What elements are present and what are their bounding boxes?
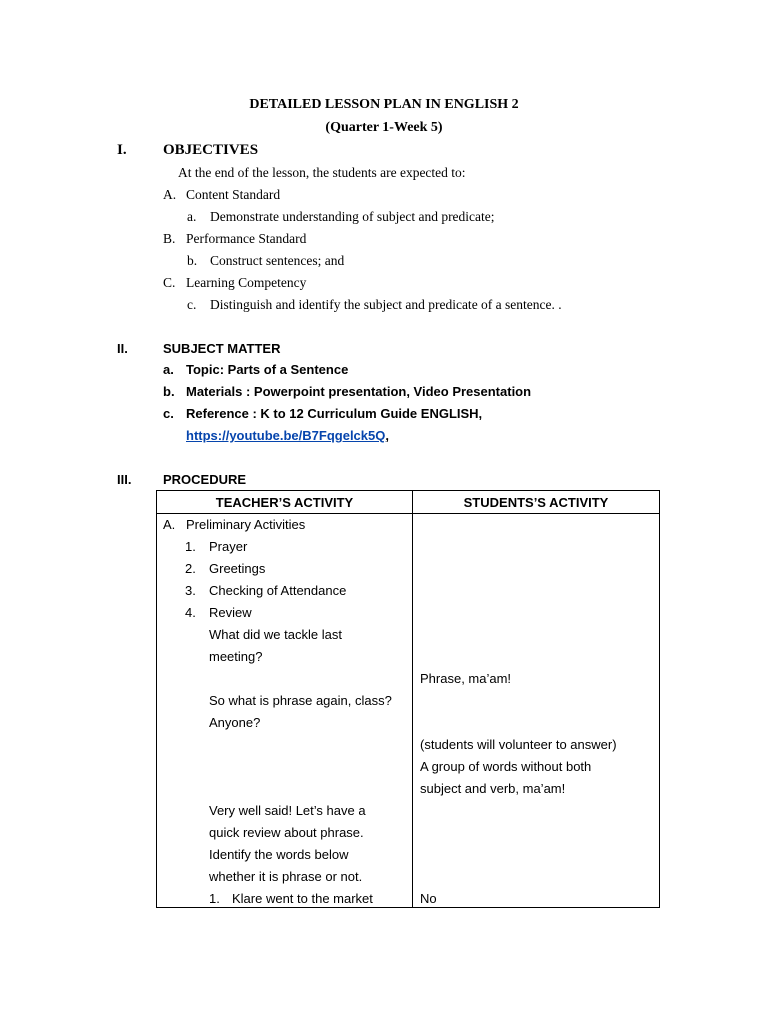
student-answer-item-1: No (420, 891, 437, 906)
step-number-4: 4. (185, 605, 196, 620)
section-number-objectives: I. (117, 142, 127, 158)
section-heading-objectives: OBJECTIVES (163, 142, 259, 158)
objective-label-content-standard: Content Standard (186, 187, 281, 202)
objectives-intro: At the end of the lesson, the students are expected to: (178, 165, 466, 180)
section-heading-procedure: PROCEDURE (163, 472, 247, 487)
teacher-question-1-line-2: meeting? (209, 649, 263, 664)
document-title: DETAILED LESSON PLAN IN ENGLISH 2 (249, 97, 519, 112)
objective-sub-letter-b: b. (187, 253, 198, 268)
objective-sub-letter-a: a. (187, 209, 197, 224)
student-answer-definition-line-2: subject and verb, ma’am! (420, 781, 566, 796)
step-number-3: 3. (185, 583, 196, 598)
teacher-response-line-4: whether it is phrase or not. (209, 869, 363, 884)
student-answer-phrase: Phrase, ma’am! (420, 671, 512, 686)
document-subtitle: (Quarter 1-Week 5) (325, 120, 443, 135)
subject-item-letter-a: a. (163, 362, 174, 377)
student-answer-definition-line-1: A group of words without both (420, 759, 592, 774)
procedure-table-row (157, 514, 660, 908)
step-number-2: 2. (185, 561, 196, 576)
teacher-response-line-3: Identify the words below (209, 847, 349, 862)
subject-item-letter-c: c. (163, 406, 174, 421)
subject-item-materials-label: Materials : (186, 384, 251, 399)
teacher-activity-cell (157, 514, 413, 908)
objective-sub-text-b: Construct sentences; and (210, 253, 345, 268)
reference-link-line (186, 428, 389, 443)
teacher-response-line-1: Very well said! Let’s have a (209, 803, 366, 818)
objective-label-learning-competency: Learning Competency (186, 275, 307, 290)
step-label-prayer: Prayer (209, 539, 248, 554)
section-number-procedure: III. (117, 472, 132, 487)
objective-letter-a: A. (163, 187, 177, 202)
column-header-teacher: TEACHER’S ACTIVITY (157, 491, 413, 514)
exercise-item-1: Klare went to the market (232, 891, 373, 906)
subject-item-topic (186, 362, 348, 377)
objective-letter-c: C. (163, 275, 176, 290)
procedure-table-header-row (157, 491, 660, 514)
exercise-item-number-1: 1. (209, 891, 220, 906)
subject-item-letter-b: b. (163, 384, 175, 399)
teacher-section-label: Preliminary Activities (186, 517, 306, 532)
subject-item-reference (186, 406, 482, 421)
teacher-response-line-2: quick review about phrase. (209, 825, 364, 840)
section-heading-subject-matter: SUBJECT MATTER (163, 341, 281, 356)
subject-item-topic-text: Parts of a Sentence (224, 362, 349, 377)
step-label-greetings: Greetings (209, 561, 266, 576)
objective-sub-letter-c: c. (187, 297, 197, 312)
subject-item-materials (186, 384, 531, 399)
subject-item-topic-label: Topic: (186, 362, 225, 377)
student-answer-volunteer: (students will volunteer to answer) (420, 737, 617, 752)
column-header-students: STUDENTS’S ACTIVITY (413, 491, 660, 514)
objective-sub-text-a: Demonstrate understanding of subject and predicate; (210, 209, 495, 224)
subject-item-materials-text: Powerpoint presentation, Video Presentation (250, 384, 532, 399)
subject-item-reference-label: Reference : (186, 406, 257, 421)
step-label-review: Review (209, 605, 252, 620)
subject-item-reference-text: K to 12 Curriculum Guide ENGLISH, (256, 406, 483, 421)
objective-label-performance-standard: Performance Standard (186, 231, 307, 246)
teacher-section-letter: A. (163, 517, 176, 532)
students-activity-cell (413, 514, 660, 908)
procedure-table (156, 490, 660, 908)
teacher-question-1-line-1: What did we tackle last (209, 627, 342, 642)
step-number-1: 1. (185, 539, 196, 554)
teacher-question-2-line-2: Anyone? (209, 715, 261, 730)
objective-sub-text-c: Distinguish and identify the subject and predicate of a sentence. . (210, 297, 562, 312)
step-label-attendance: Checking of Attendance (209, 583, 347, 598)
reference-video-link[interactable]: https://youtube.be/B7Fqgelck5Q (186, 428, 386, 443)
reference-link-suffix: , (385, 428, 389, 443)
teacher-question-2-line-1: So what is phrase again, class? (209, 693, 392, 708)
objective-letter-b: B. (163, 231, 176, 246)
section-number-subject-matter: II. (117, 341, 128, 356)
